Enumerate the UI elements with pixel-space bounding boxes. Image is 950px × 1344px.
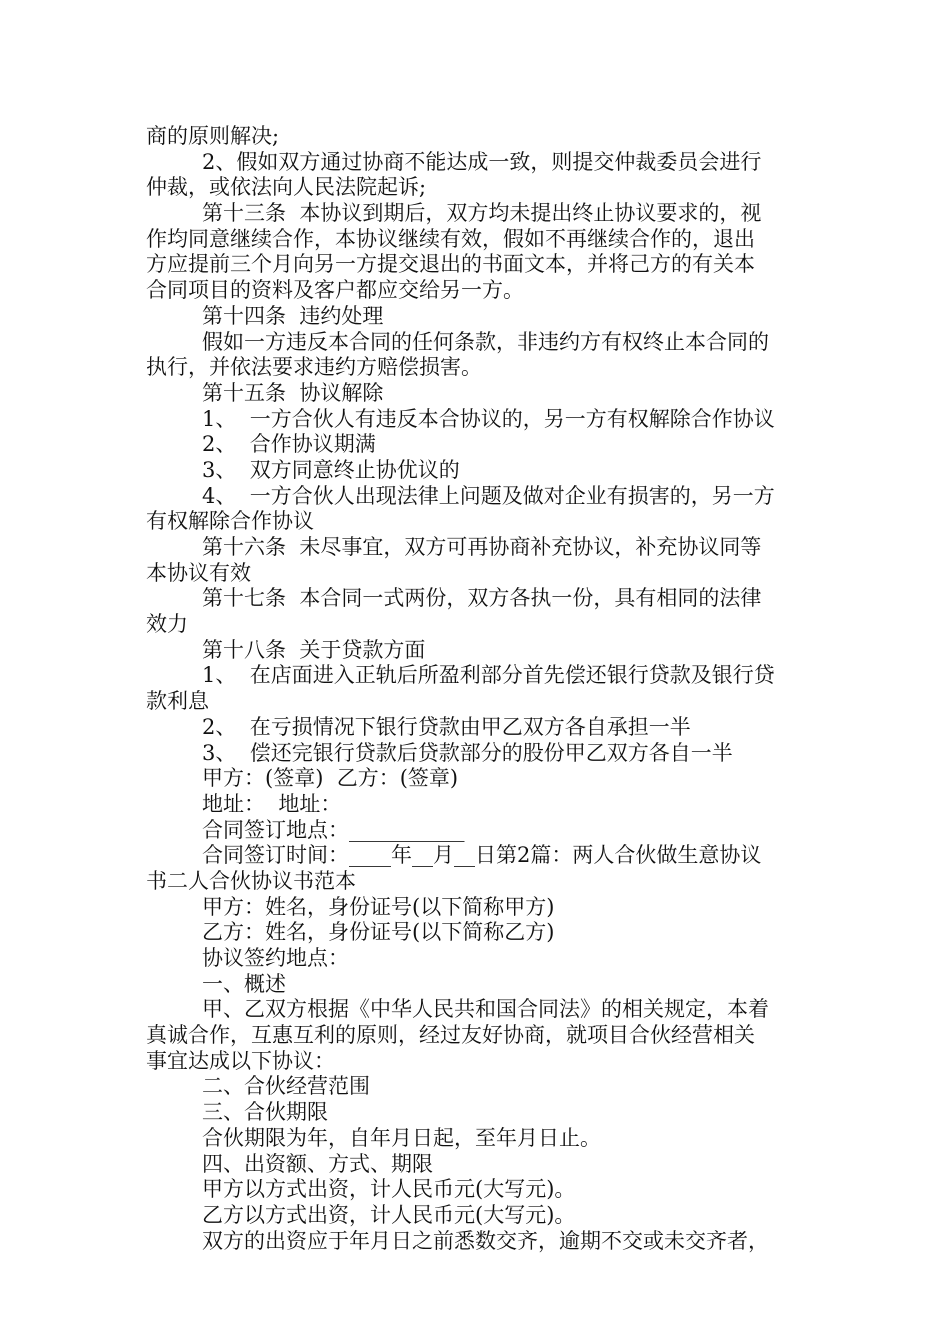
- text-line: 方应提前三个月向另一方提交退出的书面文本，并将己方的有关本: [146, 252, 755, 277]
- text-line: 1、 一方合伙人有违反本合协议的，另一方有权解除合作协议: [202, 406, 775, 431]
- text-line: 4、 一方合伙人出现法律上问题及做对企业有损害的，另一方: [202, 483, 775, 508]
- text-line: 仲裁，或依法向人民法院起诉;: [146, 175, 427, 200]
- text-line: 2、 合作协议期满: [202, 432, 376, 457]
- text-line: 乙方以方式出资，计人民币元(大写元)。: [202, 1202, 576, 1227]
- text-line: 2、假如双方通过协商不能达成一致，则提交仲裁委员会进行: [202, 149, 762, 174]
- text-line: 三、合伙期限: [202, 1100, 328, 1125]
- text-line: 双方的出资应于年月日之前悉数交齐，逾期不交或未交齐者，: [202, 1228, 769, 1253]
- text-line: 甲、乙双方根据《中华人民共和国合同法》的相关规定，本着: [202, 997, 769, 1022]
- text-line: 本协议有效: [146, 560, 251, 585]
- text-line: 合伙期限为年，自年月日起，至年月日止。: [202, 1125, 601, 1150]
- text-line: 第十七条 本合同一式两份，双方各执一份，具有相同的法律: [202, 586, 762, 611]
- text-line: 四、出资额、方式、期限: [202, 1151, 433, 1176]
- text-line: 甲方：(签章) 乙方：(签章): [202, 766, 459, 791]
- text-line: 事宜达成以下协议：: [146, 1048, 335, 1073]
- text-line: 效力: [146, 612, 188, 637]
- text-line: 合同签订地点：___________: [202, 817, 465, 842]
- text-line: 有权解除合作协议: [146, 509, 314, 534]
- text-line: 甲方以方式出资，计人民币元(大写元)。: [202, 1177, 576, 1202]
- text-line: 3、 偿还完银行贷款后贷款部分的股份甲乙双方各自一半: [202, 740, 733, 765]
- text-line: 第十八条 关于贷款方面: [202, 637, 426, 662]
- text-line: 一、概述: [202, 971, 286, 996]
- text-line: 3、 双方同意终止协优议的: [202, 457, 460, 482]
- text-line: 甲方：姓名，身份证号(以下简称甲方): [202, 894, 555, 919]
- text-line: 款利息: [146, 689, 209, 714]
- text-line: 二、合伙经营范围: [202, 1074, 370, 1099]
- text-line: 第十五条 协议解除: [202, 380, 384, 405]
- text-line: 作均同意继续合作，本协议继续有效，假如不再继续合作的，退出: [146, 226, 755, 251]
- text-line: 真诚合作，互惠互利的原则，经过友好协商，就项目合伙经营相关: [146, 1023, 755, 1048]
- text-line: 商的原则解决;: [146, 124, 280, 148]
- text-line: 第十三条 本协议到期后，双方均未提出终止协议要求的，视: [202, 201, 762, 226]
- text-line: 第十六条 未尽事宜，双方可再协商补充协议，补充协议同等: [202, 535, 762, 559]
- text-line: 合同签订时间：____年__月__日第2篇：两人合伙做生意协议: [202, 843, 762, 868]
- text-line: 协议签约地点：: [202, 946, 349, 970]
- text-line: 第十四条 违约处理: [202, 303, 384, 328]
- text-line: 1、 在店面进入正轨后所盈利部分首先偿还银行贷款及银行贷: [202, 663, 775, 688]
- text-line: 地址： 地址：: [202, 791, 342, 816]
- text-line: 书二人合伙协议书范本: [146, 868, 356, 893]
- text-line: 乙方：姓名，身份证号(以下简称乙方): [202, 920, 555, 945]
- text-line: 执行，并依法要求违约方赔偿损害。: [146, 355, 482, 380]
- text-line: 假如一方违反本合同的任何条款，非违约方有权终止本合同的: [202, 329, 769, 354]
- document-body: [146, 124, 810, 1254]
- text-line: 2、 在亏损情况下银行贷款由甲乙双方各自承担一半: [202, 714, 691, 739]
- text-line: 合同项目的资料及客户都应交给另一方。: [146, 278, 524, 303]
